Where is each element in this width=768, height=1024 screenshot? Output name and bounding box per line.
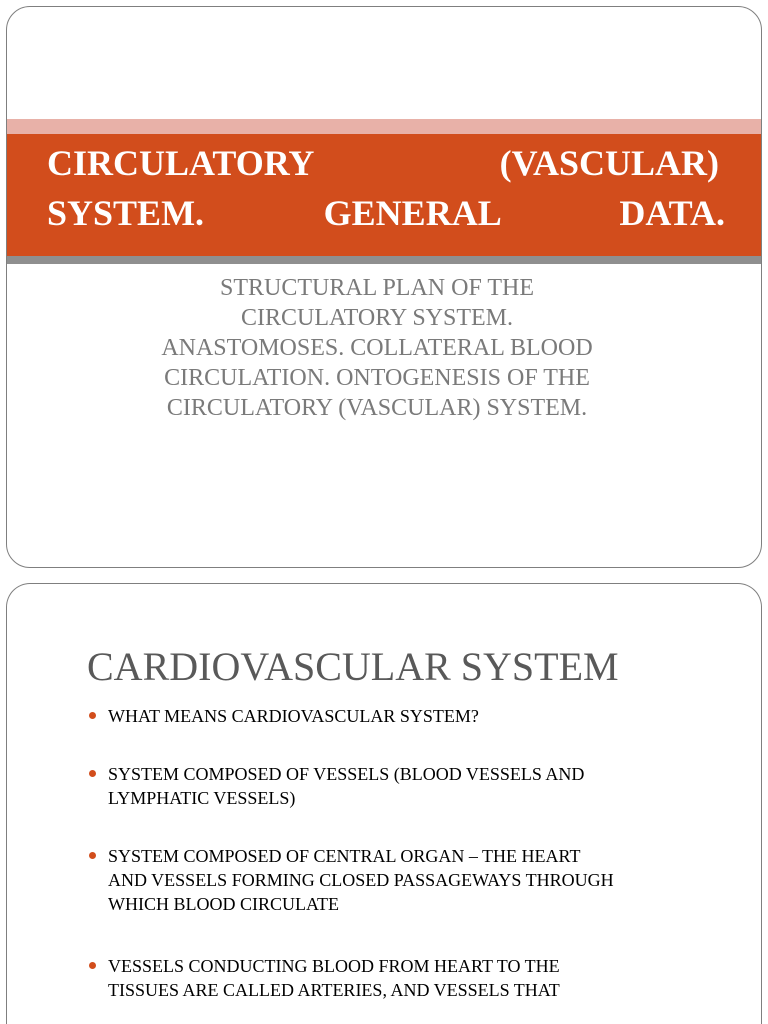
subtitle-line: ANASTOMOSES. COLLATERAL BLOOD [161,335,593,361]
content-slide [6,583,762,1024]
title-word-vascular: (VASCULAR) [499,143,719,183]
slide-title-line-1 [47,138,719,188]
bullet-line: SYSTEM COMPOSED OF VESSELS (BLOOD VESSELS AND [108,764,585,784]
title-band-top-stripe [7,119,761,134]
slide-heading: CARDIOVASCULAR SYSTEM [87,644,619,689]
title-slide [6,6,762,568]
bullet-line: WHICH BLOOD CIRCULATE [108,894,339,914]
bullet-item [87,844,727,916]
title-band-bottom-stripe [7,256,761,264]
bullet-line: SYSTEM COMPOSED OF CENTRAL ORGAN – THE HEART [108,846,581,866]
bullet-text [108,704,727,728]
bullet-dot-icon [89,962,96,969]
bullet-item [87,954,727,1002]
slide-title-line-2: SYSTEM. GENERAL DATA. [47,193,725,233]
bullet-text [108,844,727,916]
bullet-text [108,954,727,1002]
bullet-dot-icon [89,770,96,777]
bullet-list [87,704,727,1002]
subtitle-line: CIRCULATORY SYSTEM. [240,305,514,331]
bullet-line: AND VESSELS FORMING CLOSED PASSAGEWAYS THROUGH [108,870,614,890]
bullet-line: TISSUES ARE CALLED ARTERIES, AND VESSELS THAT [108,980,560,1000]
bullet-text [108,762,727,810]
bullet-item [87,704,727,728]
title-word-circulatory: CIRCULATORY [47,143,315,183]
bullet-dot-icon [89,852,96,859]
subtitle-line: CIRCULATORY (VASCULAR) SYSTEM. [166,395,588,421]
bullet-line: WHAT MEANS CARDIOVASCULAR SYSTEM? [108,706,479,726]
bullet-dot-icon [89,712,96,719]
bullet-line: VESSELS CONDUCTING BLOOD FROM HEART TO THE [108,956,560,976]
slide-title [47,138,725,238]
subtitle-line: CIRCULATION. ONTOGENESIS OF THE [164,365,590,391]
subtitle-line: STRUCTURAL PLAN OF THE [219,275,535,301]
bullet-line: LYMPHATIC VESSELS) [108,788,296,808]
slide-subtitle [67,273,687,423]
bullet-item [87,762,727,810]
